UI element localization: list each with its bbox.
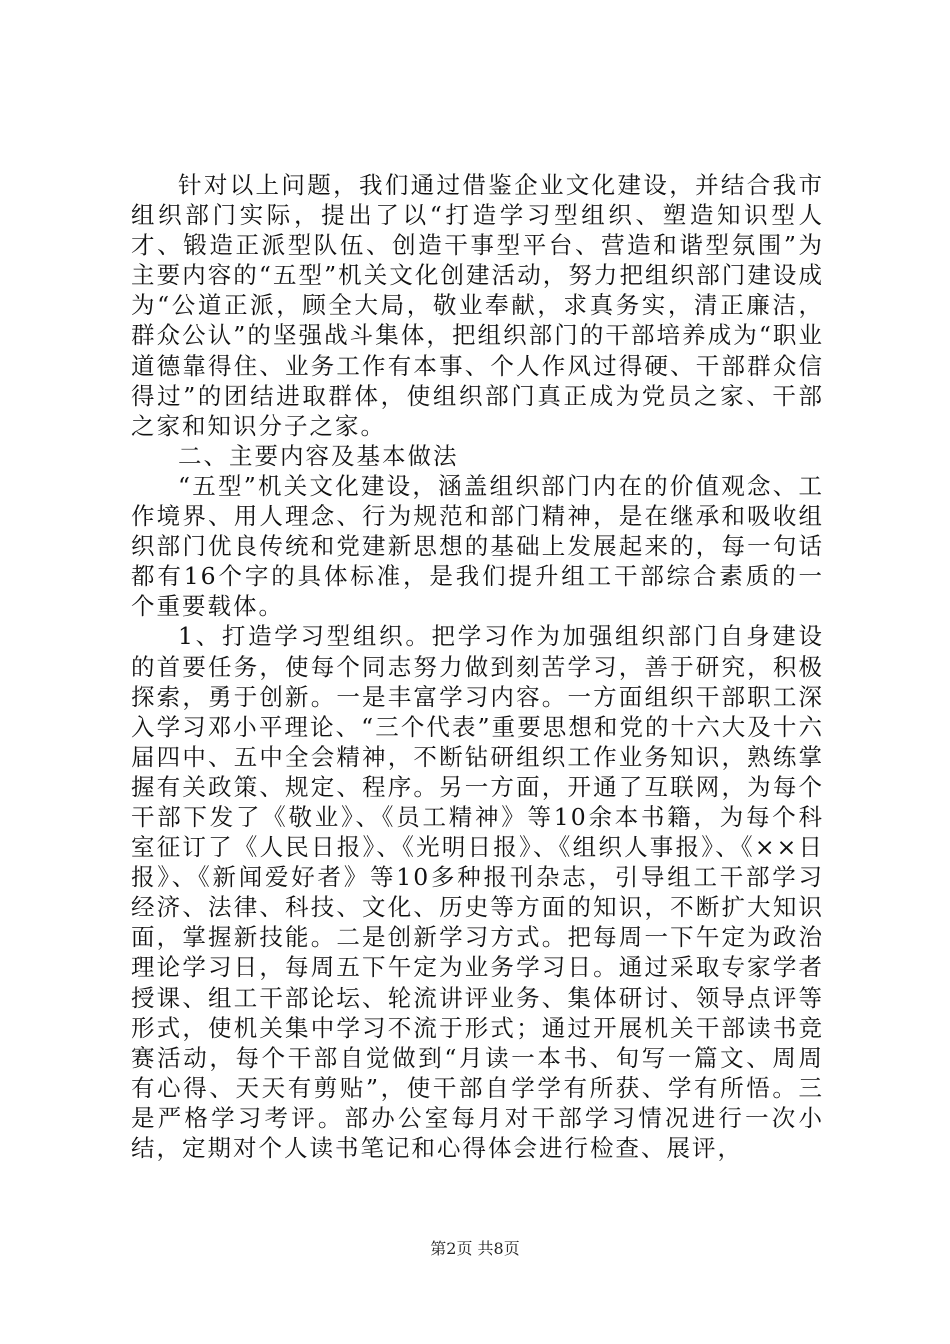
paragraph-problem-response: 针对以上问题，我们通过借鉴企业文化建设，并结合我市组织部门实际，提出了以“打造学习型组织、塑造知识型人才、锻造正派型队伍、创造干事型平台、营造和谐型氛围”为主要内容的“五型”机关文化创建活动，努力把组织部门建设成为“公道正派，顾全大局，敬业奉献，求真务实，清正廉洁，群众公认”的坚强战斗集体，把组织部门的干部培养成为“职业道德靠得住、业务工作有本事、个人作风过得硬、干部群众信得过”的团结进取群体，使组织部门真正成为党员之家、干部之家和知识分子之家。 [131, 171, 824, 440]
section-heading: 二、主要内容及基本做法 [178, 441, 459, 470]
page-footer: 第2页 共8页 [430, 1239, 520, 1258]
document-body [131, 170, 824, 1163]
paragraph-five-type-culture: “五型”机关文化建设，涵盖组织部门内在的价值观念、工作境界、用人理念、行为规范和部门精神，是在继承和吸收组织部门优良传统和党建新思想的基础上发展起来的，每一句话都有16个字的具体标准，是我们提升组工干部综合素质的一个重要载体。 [131, 471, 824, 621]
paragraph-learning-organization: 1、打造学习型组织。把学习作为加强组织部门自身建设的首要任务，使每个同志努力做到刻苦学习，善于研究，积极探索，勇于创新。一是丰富学习内容。一方面组织干部职工深入学习邓小平理论、“三个代表”重要思想和党的十六大及十六届四中、五中全会精神，不断钻研组织工作业务知识，熟练掌握有关政策、规定、程序。另一方面，开通了互联网，为每个干部下发了《敬业》、《员工精神》等10余本书籍，为每个科室征订了《人民日报》、《光明日报》、《组织人事报》、《××日报》、《新闻爱好者》等10多种报刊杂志，引导组工干部学习经济、法律、科技、文化、历史等方面的知识，不断扩大知识面，掌握新技能。二是创新学习方式。把每周一下午定为政治理论学习日，每周五下午定为业务学习日。通过采取专家学者授课、组工干部论坛、轮流讲评业务、集体研讨、领导点评等形式，使机关集中学习不流于形式；通过开展机关干部读书竞赛活动，每个干部自觉做到“月读一本书、旬写一篇文、周周有心得、天天有剪贴”，使干部自学学有所获、学有所悟。三是严格学习考评。部办公室每月对干部学习情况进行一次小结，定期对个人读书笔记和心得体会进行检查、展评， [131, 622, 824, 1162]
